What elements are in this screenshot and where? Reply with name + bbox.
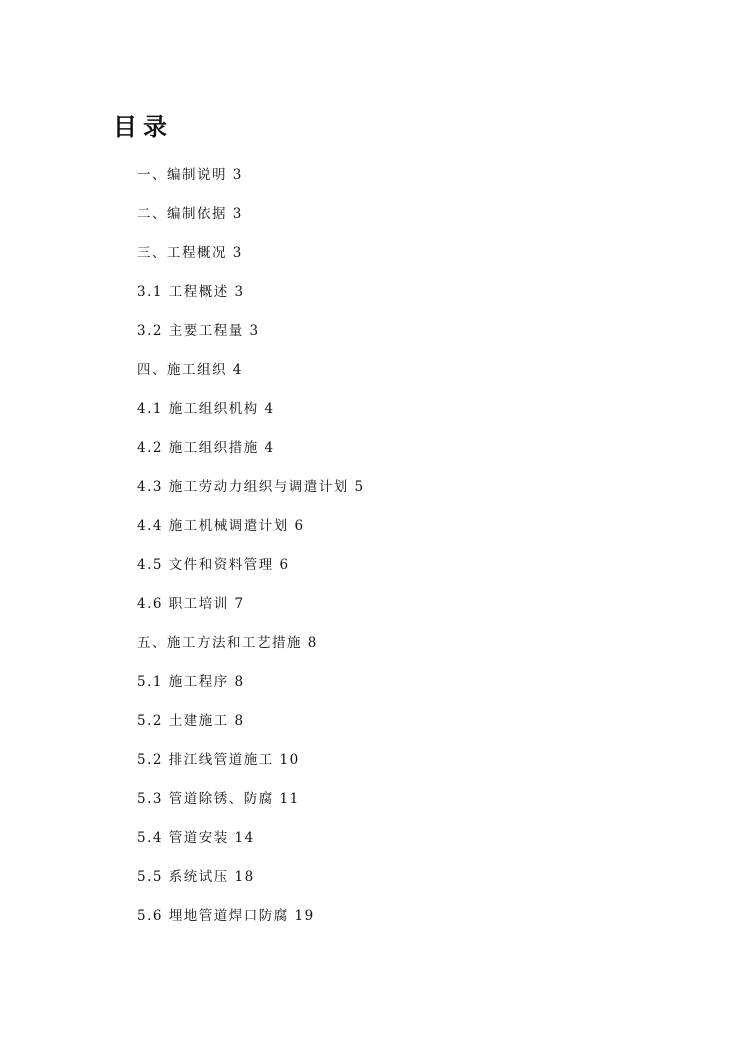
toc-item[interactable]: 5.3 管道除锈、防腐 11 <box>137 791 300 807</box>
toc-item[interactable]: 5.1 施工程序 8 <box>137 674 245 690</box>
toc-item[interactable]: 二、编制依据 3 <box>137 206 243 222</box>
toc-item[interactable]: 五、施工方法和工艺措施 8 <box>137 635 318 651</box>
toc-item[interactable]: 4.1 施工组织机构 4 <box>137 401 275 417</box>
toc-item[interactable]: 4.6 职工培训 7 <box>137 596 245 612</box>
toc-item[interactable]: 5.2 排江线管道施工 10 <box>137 752 300 768</box>
toc-item[interactable]: 4.2 施工组织措施 4 <box>137 440 275 456</box>
toc-heading: 目录 <box>113 113 173 141</box>
toc-item[interactable]: 5.4 管道安装 14 <box>137 830 255 846</box>
toc-item[interactable]: 3.2 主要工程量 3 <box>137 323 260 339</box>
toc-item[interactable]: 三、工程概况 3 <box>137 245 243 261</box>
toc-item[interactable]: 4.3 施工劳动力组织与调遣计划 5 <box>137 479 365 495</box>
toc-item[interactable]: 一、编制说明 3 <box>137 167 243 183</box>
toc-item[interactable]: 四、施工组织 4 <box>137 362 243 378</box>
toc-item[interactable]: 3.1 工程概述 3 <box>137 284 245 300</box>
toc-item[interactable]: 4.4 施工机械调遣计划 6 <box>137 518 305 534</box>
toc-item[interactable]: 5.2 土建施工 8 <box>137 713 245 729</box>
toc-item[interactable]: 5.5 系统试压 18 <box>137 869 255 885</box>
toc-list <box>137 165 365 945</box>
toc-item[interactable]: 5.6 埋地管道焊口防腐 19 <box>137 908 315 924</box>
toc-item[interactable]: 4.5 文件和资料管理 6 <box>137 557 290 573</box>
